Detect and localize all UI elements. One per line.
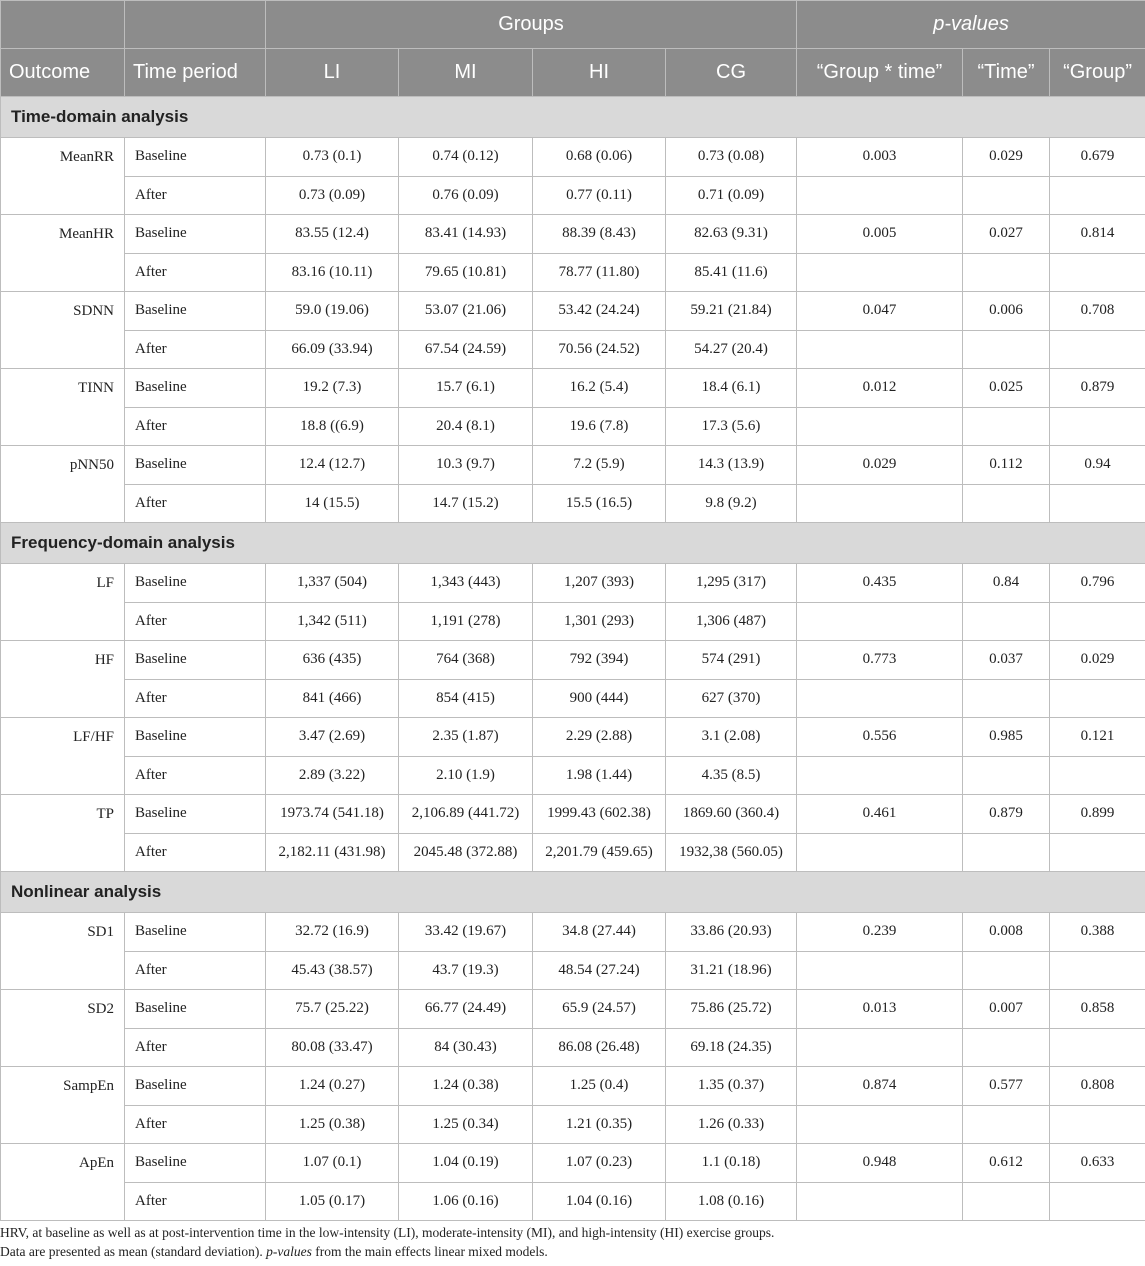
p-group-time: 0.012 <box>797 369 963 408</box>
value-li: 1.25 (0.38) <box>266 1105 399 1144</box>
outcome-name: TP <box>1 795 125 872</box>
value-li: 18.8 ((6.9) <box>266 407 399 446</box>
p-group-empty <box>1050 407 1145 446</box>
value-hi: 65.9 (24.57) <box>533 990 666 1029</box>
time-period: Baseline <box>125 138 266 177</box>
outcome-name: TINN <box>1 369 125 446</box>
p-group-time-empty <box>797 951 963 990</box>
p-group-time-empty <box>797 330 963 369</box>
p-time-empty <box>963 407 1050 446</box>
p-time: 0.007 <box>963 990 1050 1029</box>
header-group: “Group” <box>1050 49 1145 97</box>
p-time: 0.612 <box>963 1144 1050 1183</box>
time-period: Baseline <box>125 215 266 254</box>
p-group-time: 0.556 <box>797 718 963 757</box>
value-li: 1973.74 (541.18) <box>266 795 399 834</box>
table-row <box>1 1144 1145 1183</box>
header-time: “Time” <box>963 49 1050 97</box>
value-li: 45.43 (38.57) <box>266 951 399 990</box>
value-cg: 54.27 (20.4) <box>666 330 797 369</box>
table-row <box>1 176 1145 215</box>
footnote-line-1: HRV, at baseline as well as at post-intervention time in the low-intensity (LI), moderate-intensity (MI), and high-intensity (HI) exercise groups. <box>0 1225 775 1240</box>
p-group-time: 0.461 <box>797 795 963 834</box>
value-hi: 2.29 (2.88) <box>533 718 666 757</box>
p-group-time: 0.029 <box>797 446 963 485</box>
p-time: 0.112 <box>963 446 1050 485</box>
value-mi: 53.07 (21.06) <box>399 292 533 331</box>
time-period: After <box>125 1105 266 1144</box>
outcome-name: ApEn <box>1 1144 125 1221</box>
p-group: 0.814 <box>1050 215 1145 254</box>
value-li: 2,182.11 (431.98) <box>266 833 399 872</box>
p-group-time: 0.003 <box>797 138 963 177</box>
p-time: 0.985 <box>963 718 1050 757</box>
p-group-empty <box>1050 253 1145 292</box>
value-hi: 48.54 (27.24) <box>533 951 666 990</box>
value-hi: 2,201.79 (459.65) <box>533 833 666 872</box>
value-hi: 1,301 (293) <box>533 602 666 641</box>
value-cg: 18.4 (6.1) <box>666 369 797 408</box>
value-mi: 2.35 (1.87) <box>399 718 533 757</box>
table-row <box>1 564 1145 603</box>
section-title: Time-domain analysis <box>1 97 1145 138</box>
outcome-name: SD1 <box>1 913 125 990</box>
p-group-time-empty <box>797 679 963 718</box>
p-group-empty <box>1050 679 1145 718</box>
section-title: Nonlinear analysis <box>1 872 1145 913</box>
table-row <box>1 990 1145 1029</box>
p-group: 0.388 <box>1050 913 1145 952</box>
p-group: 0.029 <box>1050 641 1145 680</box>
header-mi: MI <box>399 49 533 97</box>
value-mi: 1,343 (443) <box>399 564 533 603</box>
p-group-empty <box>1050 1182 1145 1221</box>
p-time-empty <box>963 1105 1050 1144</box>
p-group-empty <box>1050 330 1145 369</box>
value-li: 636 (435) <box>266 641 399 680</box>
p-group: 0.94 <box>1050 446 1145 485</box>
value-cg: 85.41 (11.6) <box>666 253 797 292</box>
table-row <box>1 446 1145 485</box>
value-mi: 10.3 (9.7) <box>399 446 533 485</box>
table-row <box>1 407 1145 446</box>
p-group-time-empty <box>797 602 963 641</box>
value-cg: 0.73 (0.08) <box>666 138 797 177</box>
p-time: 0.84 <box>963 564 1050 603</box>
time-period: Baseline <box>125 913 266 952</box>
p-group-empty <box>1050 951 1145 990</box>
value-cg: 1.26 (0.33) <box>666 1105 797 1144</box>
value-li: 841 (466) <box>266 679 399 718</box>
time-period: After <box>125 253 266 292</box>
p-time-empty <box>963 951 1050 990</box>
p-group-time-empty <box>797 1028 963 1067</box>
footnote-pvalues: p-values <box>266 1244 312 1259</box>
p-group-time: 0.435 <box>797 564 963 603</box>
time-period: After <box>125 602 266 641</box>
outcome-name: SampEn <box>1 1067 125 1144</box>
time-period: Baseline <box>125 795 266 834</box>
value-li: 32.72 (16.9) <box>266 913 399 952</box>
p-group-empty <box>1050 602 1145 641</box>
time-period: After <box>125 407 266 446</box>
header-cg: CG <box>666 49 797 97</box>
value-cg: 627 (370) <box>666 679 797 718</box>
value-cg: 33.86 (20.93) <box>666 913 797 952</box>
value-hi: 16.2 (5.4) <box>533 369 666 408</box>
value-li: 66.09 (33.94) <box>266 330 399 369</box>
time-period: Baseline <box>125 990 266 1029</box>
outcome-name: MeanHR <box>1 215 125 292</box>
section-title: Frequency-domain analysis <box>1 523 1145 564</box>
value-li: 80.08 (33.47) <box>266 1028 399 1067</box>
p-time: 0.006 <box>963 292 1050 331</box>
p-group-time: 0.005 <box>797 215 963 254</box>
value-mi: 0.76 (0.09) <box>399 176 533 215</box>
value-hi: 78.77 (11.80) <box>533 253 666 292</box>
value-li: 2.89 (3.22) <box>266 756 399 795</box>
table-row <box>1 1182 1145 1221</box>
table-row <box>1 1028 1145 1067</box>
value-cg: 3.1 (2.08) <box>666 718 797 757</box>
value-li: 0.73 (0.09) <box>266 176 399 215</box>
p-group-time: 0.013 <box>797 990 963 1029</box>
table-footnote <box>0 1223 774 1261</box>
table-row <box>1 369 1145 408</box>
value-hi: 1,207 (393) <box>533 564 666 603</box>
p-group-empty <box>1050 833 1145 872</box>
p-group-time: 0.773 <box>797 641 963 680</box>
value-hi: 34.8 (27.44) <box>533 913 666 952</box>
table-body <box>1 97 1145 1221</box>
value-hi: 1.04 (0.16) <box>533 1182 666 1221</box>
value-mi: 33.42 (19.67) <box>399 913 533 952</box>
p-time-empty <box>963 756 1050 795</box>
section-row <box>1 523 1145 564</box>
value-hi: 15.5 (16.5) <box>533 484 666 523</box>
p-time-empty <box>963 602 1050 641</box>
value-li: 1,342 (511) <box>266 602 399 641</box>
value-mi: 764 (368) <box>399 641 533 680</box>
value-mi: 854 (415) <box>399 679 533 718</box>
p-group: 0.633 <box>1050 1144 1145 1183</box>
value-cg: 1932,38 (560.05) <box>666 833 797 872</box>
table-row <box>1 795 1145 834</box>
time-period: Baseline <box>125 446 266 485</box>
value-li: 19.2 (7.3) <box>266 369 399 408</box>
time-period: After <box>125 1182 266 1221</box>
time-period: After <box>125 484 266 523</box>
value-cg: 17.3 (5.6) <box>666 407 797 446</box>
p-group-empty <box>1050 1105 1145 1144</box>
p-time: 0.025 <box>963 369 1050 408</box>
value-mi: 66.77 (24.49) <box>399 990 533 1029</box>
time-period: After <box>125 679 266 718</box>
p-time: 0.037 <box>963 641 1050 680</box>
time-period: After <box>125 1028 266 1067</box>
value-cg: 31.21 (18.96) <box>666 951 797 990</box>
value-mi: 79.65 (10.81) <box>399 253 533 292</box>
value-hi: 53.42 (24.24) <box>533 292 666 331</box>
p-group-time-empty <box>797 407 963 446</box>
table-row <box>1 951 1145 990</box>
value-cg: 69.18 (24.35) <box>666 1028 797 1067</box>
outcome-name: MeanRR <box>1 138 125 215</box>
table-row <box>1 484 1145 523</box>
time-period: After <box>125 330 266 369</box>
outcome-name: SD2 <box>1 990 125 1067</box>
value-cg: 75.86 (25.72) <box>666 990 797 1029</box>
value-mi: 15.7 (6.1) <box>399 369 533 408</box>
p-group-time-empty <box>797 756 963 795</box>
value-hi: 792 (394) <box>533 641 666 680</box>
time-period: Baseline <box>125 1144 266 1183</box>
p-time: 0.029 <box>963 138 1050 177</box>
table-row <box>1 253 1145 292</box>
value-hi: 88.39 (8.43) <box>533 215 666 254</box>
table-row <box>1 138 1145 177</box>
value-mi: 83.41 (14.93) <box>399 215 533 254</box>
table-row <box>1 718 1145 757</box>
p-group: 0.121 <box>1050 718 1145 757</box>
time-period: Baseline <box>125 1067 266 1106</box>
p-time-empty <box>963 833 1050 872</box>
value-li: 83.55 (12.4) <box>266 215 399 254</box>
p-time-empty <box>963 330 1050 369</box>
value-li: 83.16 (10.11) <box>266 253 399 292</box>
p-group-time-empty <box>797 833 963 872</box>
outcome-name: LF <box>1 564 125 641</box>
p-time-empty <box>963 253 1050 292</box>
p-group-empty <box>1050 176 1145 215</box>
value-mi: 1.25 (0.34) <box>399 1105 533 1144</box>
p-group-time-empty <box>797 1105 963 1144</box>
time-period: Baseline <box>125 564 266 603</box>
p-group-time-empty <box>797 176 963 215</box>
value-cg: 1,295 (317) <box>666 564 797 603</box>
value-hi: 1.98 (1.44) <box>533 756 666 795</box>
table-row <box>1 602 1145 641</box>
value-mi: 20.4 (8.1) <box>399 407 533 446</box>
header-hi: HI <box>533 49 666 97</box>
header-blank-period <box>125 1 266 49</box>
value-mi: 0.74 (0.12) <box>399 138 533 177</box>
p-group: 0.858 <box>1050 990 1145 1029</box>
value-li: 1.05 (0.17) <box>266 1182 399 1221</box>
table-row <box>1 833 1145 872</box>
table-row <box>1 641 1145 680</box>
value-li: 1.07 (0.1) <box>266 1144 399 1183</box>
value-cg: 1,306 (487) <box>666 602 797 641</box>
header-outcome: Outcome <box>1 49 125 97</box>
outcome-name: SDNN <box>1 292 125 369</box>
table-row <box>1 292 1145 331</box>
value-li: 0.73 (0.1) <box>266 138 399 177</box>
p-group: 0.808 <box>1050 1067 1145 1106</box>
table-row <box>1 756 1145 795</box>
header-blank-outcome <box>1 1 125 49</box>
value-cg: 1.1 (0.18) <box>666 1144 797 1183</box>
value-mi: 2045.48 (372.88) <box>399 833 533 872</box>
value-mi: 67.54 (24.59) <box>399 330 533 369</box>
value-mi: 84 (30.43) <box>399 1028 533 1067</box>
section-row <box>1 872 1145 913</box>
value-cg: 1.35 (0.37) <box>666 1067 797 1106</box>
header-time-period: Time period <box>125 49 266 97</box>
section-row <box>1 97 1145 138</box>
time-period: Baseline <box>125 641 266 680</box>
value-mi: 14.7 (15.2) <box>399 484 533 523</box>
value-hi: 7.2 (5.9) <box>533 446 666 485</box>
value-cg: 1.08 (0.16) <box>666 1182 797 1221</box>
p-time-empty <box>963 1028 1050 1067</box>
value-cg: 14.3 (13.9) <box>666 446 797 485</box>
table-row <box>1 913 1145 952</box>
value-cg: 82.63 (9.31) <box>666 215 797 254</box>
p-time-empty <box>963 679 1050 718</box>
p-group: 0.679 <box>1050 138 1145 177</box>
outcome-name: HF <box>1 641 125 718</box>
time-period: After <box>125 951 266 990</box>
p-time-empty <box>963 1182 1050 1221</box>
value-mi: 1.06 (0.16) <box>399 1182 533 1221</box>
time-period: After <box>125 756 266 795</box>
value-li: 12.4 (12.7) <box>266 446 399 485</box>
value-mi: 1.04 (0.19) <box>399 1144 533 1183</box>
table-header <box>1 1 1145 97</box>
p-group: 0.708 <box>1050 292 1145 331</box>
footnote-text-a: Data are presented as mean (standard deviation). <box>0 1244 263 1259</box>
p-group-time-empty <box>797 1182 963 1221</box>
p-time-empty <box>963 176 1050 215</box>
header-pvalues: p-values <box>797 1 1145 49</box>
outcome-name: LF/HF <box>1 718 125 795</box>
outcome-name: pNN50 <box>1 446 125 523</box>
p-group-time-empty <box>797 484 963 523</box>
value-hi: 0.77 (0.11) <box>533 176 666 215</box>
p-time: 0.879 <box>963 795 1050 834</box>
p-group-time-empty <box>797 253 963 292</box>
header-groups: Groups <box>266 1 797 49</box>
value-mi: 43.7 (19.3) <box>399 951 533 990</box>
value-li: 14 (15.5) <box>266 484 399 523</box>
p-time: 0.027 <box>963 215 1050 254</box>
value-hi: 1.21 (0.35) <box>533 1105 666 1144</box>
header-li: LI <box>266 49 399 97</box>
table-row <box>1 330 1145 369</box>
p-group-empty <box>1050 756 1145 795</box>
value-hi: 1.07 (0.23) <box>533 1144 666 1183</box>
value-mi: 2,106.89 (441.72) <box>399 795 533 834</box>
value-li: 75.7 (25.22) <box>266 990 399 1029</box>
table-row <box>1 1067 1145 1106</box>
value-li: 3.47 (2.69) <box>266 718 399 757</box>
value-hi: 1.25 (0.4) <box>533 1067 666 1106</box>
value-li: 1.24 (0.27) <box>266 1067 399 1106</box>
time-period: Baseline <box>125 292 266 331</box>
time-period: After <box>125 176 266 215</box>
value-hi: 900 (444) <box>533 679 666 718</box>
value-hi: 0.68 (0.06) <box>533 138 666 177</box>
p-time: 0.577 <box>963 1067 1050 1106</box>
table-row <box>1 215 1145 254</box>
p-group-time: 0.874 <box>797 1067 963 1106</box>
p-group: 0.796 <box>1050 564 1145 603</box>
p-group-time: 0.047 <box>797 292 963 331</box>
value-hi: 19.6 (7.8) <box>533 407 666 446</box>
value-cg: 1869.60 (360.4) <box>666 795 797 834</box>
value-li: 59.0 (19.06) <box>266 292 399 331</box>
value-li: 1,337 (504) <box>266 564 399 603</box>
value-mi: 1.24 (0.38) <box>399 1067 533 1106</box>
p-group-empty <box>1050 484 1145 523</box>
value-hi: 86.08 (26.48) <box>533 1028 666 1067</box>
table-row <box>1 1105 1145 1144</box>
p-group-time: 0.239 <box>797 913 963 952</box>
p-group-time: 0.948 <box>797 1144 963 1183</box>
p-group: 0.879 <box>1050 369 1145 408</box>
value-cg: 574 (291) <box>666 641 797 680</box>
value-cg: 9.8 (9.2) <box>666 484 797 523</box>
p-time-empty <box>963 484 1050 523</box>
footnote-text-c: from the main effects linear mixed models. <box>315 1244 548 1259</box>
value-cg: 4.35 (8.5) <box>666 756 797 795</box>
time-period: Baseline <box>125 369 266 408</box>
time-period: After <box>125 833 266 872</box>
footnote-line-2 <box>0 1242 774 1261</box>
header-group-time: “Group * time” <box>797 49 963 97</box>
value-cg: 0.71 (0.09) <box>666 176 797 215</box>
table-row <box>1 679 1145 718</box>
p-group: 0.899 <box>1050 795 1145 834</box>
p-time: 0.008 <box>963 913 1050 952</box>
value-mi: 1,191 (278) <box>399 602 533 641</box>
p-group-empty <box>1050 1028 1145 1067</box>
value-hi: 70.56 (24.52) <box>533 330 666 369</box>
time-period: Baseline <box>125 718 266 757</box>
value-mi: 2.10 (1.9) <box>399 756 533 795</box>
value-cg: 59.21 (21.84) <box>666 292 797 331</box>
value-hi: 1999.43 (602.38) <box>533 795 666 834</box>
